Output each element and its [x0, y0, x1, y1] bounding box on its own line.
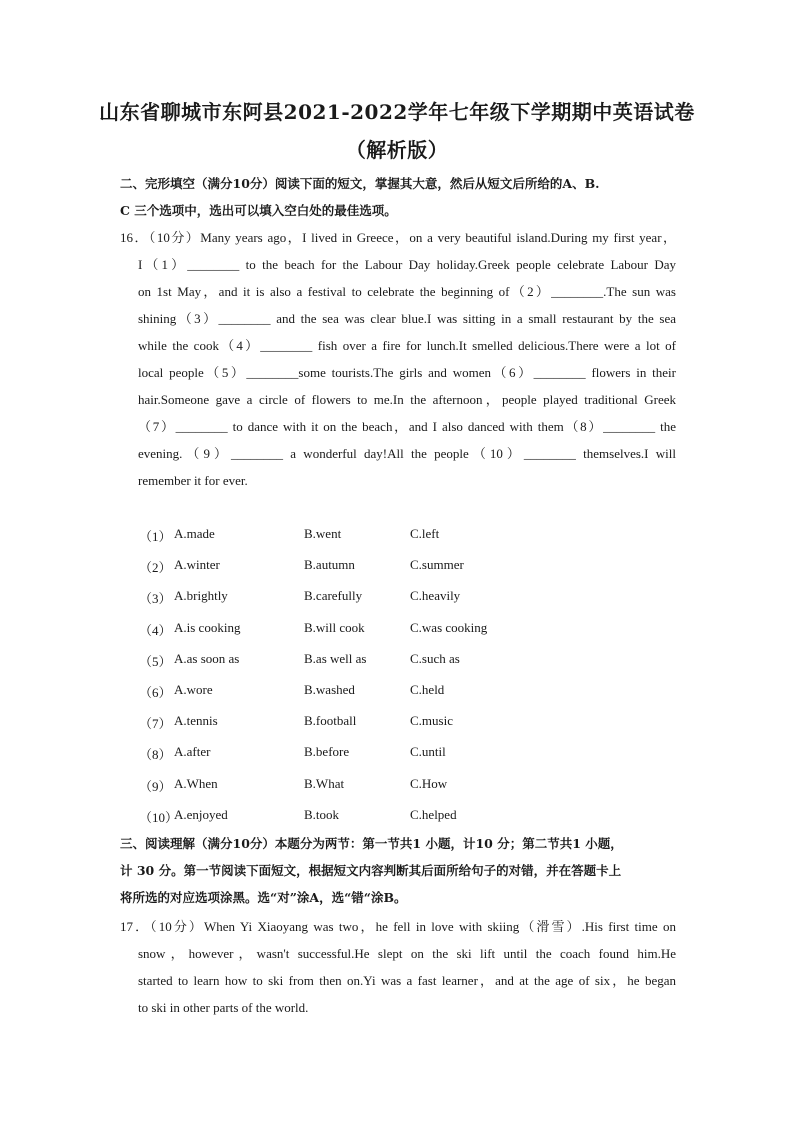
option-c: C.summer [410, 557, 464, 573]
option-a: A.is cooking [174, 619, 241, 635]
option-c: C.held [410, 681, 445, 697]
option-b: B.took [304, 806, 340, 822]
option-row [139, 770, 659, 801]
option-b: B.will cook [304, 619, 365, 635]
option-a: A.enjoyed [174, 806, 228, 822]
passage-line: local people（5）________some tourists.The girls and women（6）________ flowers in their [138, 365, 676, 380]
passage-line: started to learn how to ski from then on.Yi was a fast learner，and at the age of six，he began [138, 973, 676, 988]
option-a: A.as soon as [174, 650, 240, 666]
section-3-instructions [120, 830, 676, 911]
question-16-options [139, 520, 659, 832]
option-row [139, 801, 659, 832]
option-b: B.went [304, 526, 342, 541]
option-b: B.carefully [304, 588, 363, 604]
option-a: A.When [174, 775, 218, 791]
option-b: B.as well as [304, 650, 367, 666]
option-c: C.was cooking [410, 619, 488, 635]
option-c: C.such as [410, 650, 460, 666]
option-a: A.wore [174, 681, 213, 697]
question-17-passage [120, 913, 676, 1021]
passage-line: （7）________ to dance with it on the beach，and I also danced with them（8）________ the [138, 419, 676, 434]
option-c: C.helped [410, 806, 457, 822]
section-2-line: C 三个选项中，选出可以填入空白处的最佳选项。 [120, 203, 397, 218]
passage-line: snow，however，wasn't successful.He slept on the ski lift until the coach found him.He [138, 946, 676, 961]
option-a: A.brightly [174, 588, 228, 604]
option-row [139, 645, 659, 676]
option-a: A.after [174, 744, 211, 760]
option-number: （9） [139, 778, 172, 794]
passage-line: shining（3）________ and the sea was clear blue.I was sitting in a small restaurant by the sea [138, 311, 676, 326]
option-a: A.tennis [174, 713, 218, 729]
option-row [139, 707, 659, 738]
passage-line: to ski in other parts of the world. [138, 1000, 309, 1015]
passage-line: hair.Someone gave a circle of flowers to me.In the afternoon，people played traditional Greek [138, 392, 676, 407]
option-c: C.How [410, 775, 448, 791]
section-3-line: 三、阅读理解（满分10分）本题分为两节：第一节共1 小题，计10 分；第二节共1 小题， [120, 836, 623, 851]
option-row [139, 520, 659, 551]
passage-line: remember it for ever. [138, 473, 248, 488]
option-number: （2） [139, 560, 172, 576]
document-subtitle: （解析版） [345, 138, 449, 162]
option-c: C.left [410, 526, 440, 541]
option-number: （6） [139, 684, 172, 700]
option-c: C.music [410, 713, 453, 729]
question-16-passage [120, 224, 676, 494]
option-row [139, 676, 659, 707]
passage-line: on 1st May，and it is also a festival to celebrate the beginning of（2）________.The sun was [138, 284, 676, 299]
option-number: （5） [139, 653, 172, 669]
option-row [139, 582, 659, 613]
option-b: B.autumn [304, 557, 355, 573]
passage-line: I（1）________ to the beach for the Labour Day holiday.Greek people celebrate Labour Day [138, 257, 676, 272]
option-c: C.until [410, 744, 446, 760]
option-row [139, 614, 659, 645]
option-number: （4） [139, 622, 172, 638]
option-b: B.washed [304, 681, 355, 697]
document-title: 山东省聊城市东阿县2021-2022学年七年级下学期期中英语试卷 [99, 100, 695, 124]
option-number: （8） [139, 747, 172, 763]
section-2-line: 二、完形填空（满分10分）阅读下面的短文，掌握其大意，然后从短文后所给的A、B. [120, 176, 600, 191]
option-row [139, 738, 659, 769]
section-3-line: 计 30 分。第一节阅读下面短文，根据短文内容判断其后面所给句子的对错，并在答题卡上 [120, 863, 622, 878]
option-number: （10） [139, 809, 179, 825]
option-a: A.winter [174, 557, 220, 573]
option-number: （1） [139, 529, 172, 544]
passage-line: while the cook（4）________ fish over a fire for lunch.It smelled delicious.There were a lot of [138, 338, 676, 353]
passage-line: 16．（10分）Many years ago，I lived in Greece，on a very beautiful island.During my first year， [120, 230, 676, 245]
passage-line: evening.（9）________ a wonderful day!All the people（10）________ themselves.I will [138, 446, 676, 461]
option-b: B.What [304, 775, 345, 791]
option-number: （7） [139, 716, 172, 732]
option-c: C.heavily [410, 588, 461, 604]
passage-line: 17．（10分）When Yi Xiaoyang was two，he fell in love with skiing（滑雪）.His first time on [120, 919, 676, 934]
section-2-instructions [120, 170, 676, 224]
option-row [139, 551, 659, 582]
option-a: A.made [174, 526, 215, 541]
option-b: B.football [304, 713, 357, 729]
option-number: （3） [139, 591, 172, 607]
option-b: B.before [304, 744, 350, 760]
section-3-line: 将所选的对应选项涂黑。选“对”涂A，选“错“涂B。 [120, 890, 407, 905]
